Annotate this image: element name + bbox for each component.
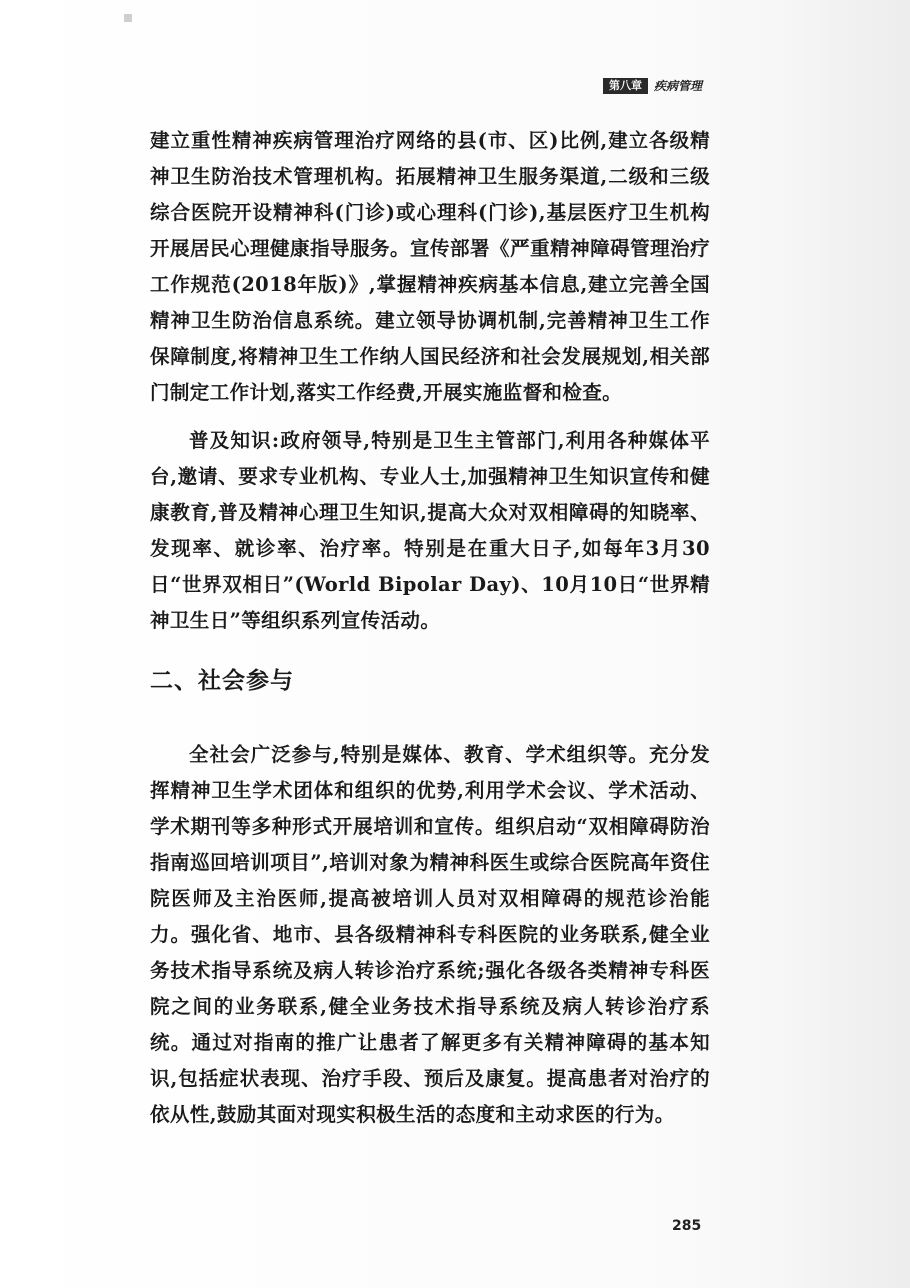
section-heading: 二、社会参与 — [150, 668, 294, 694]
chapter-title: 疾病管理 — [653, 79, 702, 93]
paragraph-1: 建立重性精神疾病管理治疗网络的县(市、区)比例,建立各级精神卫生防治技术管理机构。拓展精神卫生服务渠道,二级和三级综合医院开设精神科(门诊)或心理科(门诊),基层医疗卫生机构开展居民心理健康指导服务。宣传部署《严重精神障碍管理治疗工作规范(2018年版)》,掌握精神疾病基本信息,建立完善全国精神卫生防治信息系统。建立领导协调机制,完善精神卫生工作保障制度,将精神卫生工作纳人国民经济和社会发展规划,相关部门制定工作计划,落实工作经费,开展实施监督和检查。 — [150, 129, 710, 404]
running-header — [603, 77, 702, 94]
paragraph-2: 普及知识:政府领导,特别是卫生主管部门,利用各种媒体平台,邀请、要求专业机构、专业人士,加强精神卫生知识宣传和健康教育,普及精神心理卫生知识,提高大众对双相障碍的知晓率、发现率、就诊率、治疗率。特别是在重大日子,如每年3月30日“世界双相日”(World Bipolar Day)、10月10日“世界精神卫生日”等组织系列宣传活动。 — [150, 429, 710, 632]
scan-corner-mark — [124, 14, 132, 22]
section-paragraph: 全社会广泛参与,特别是媒体、教育、学术组织等。充分发挥精神卫生学术团体和组织的优势,利用学术会议、学术活动、学术期刊等多种形式开展培训和宣传。组织启动“双相障碍防治指南巡回培训项目”,培训对象为精神科医生或综合医院高年资住院医师及主治医师,提高被培训人员对双相障碍的规范诊治能力。强化省、地市、县各级精神科专科医院的业务联系,健全业务技术指导系统及病人转诊治疗系统;强化各级各类精神专科医院之间的业务联系,健全业务技术指导系统及病人转诊治疗系统。通过对指南的推广让患者了解更多有关精神障碍的基本知识,包括症状表现、治疗手段、预后及康复。提高患者对治疗的依从性,鼓励其面对现实积极生活的态度和主动求医的行为。 — [150, 743, 710, 1126]
chapter-label: 第八章 — [603, 78, 648, 94]
page-gutter-shadow — [780, 0, 910, 1288]
page-number: 285 — [672, 1218, 702, 1234]
